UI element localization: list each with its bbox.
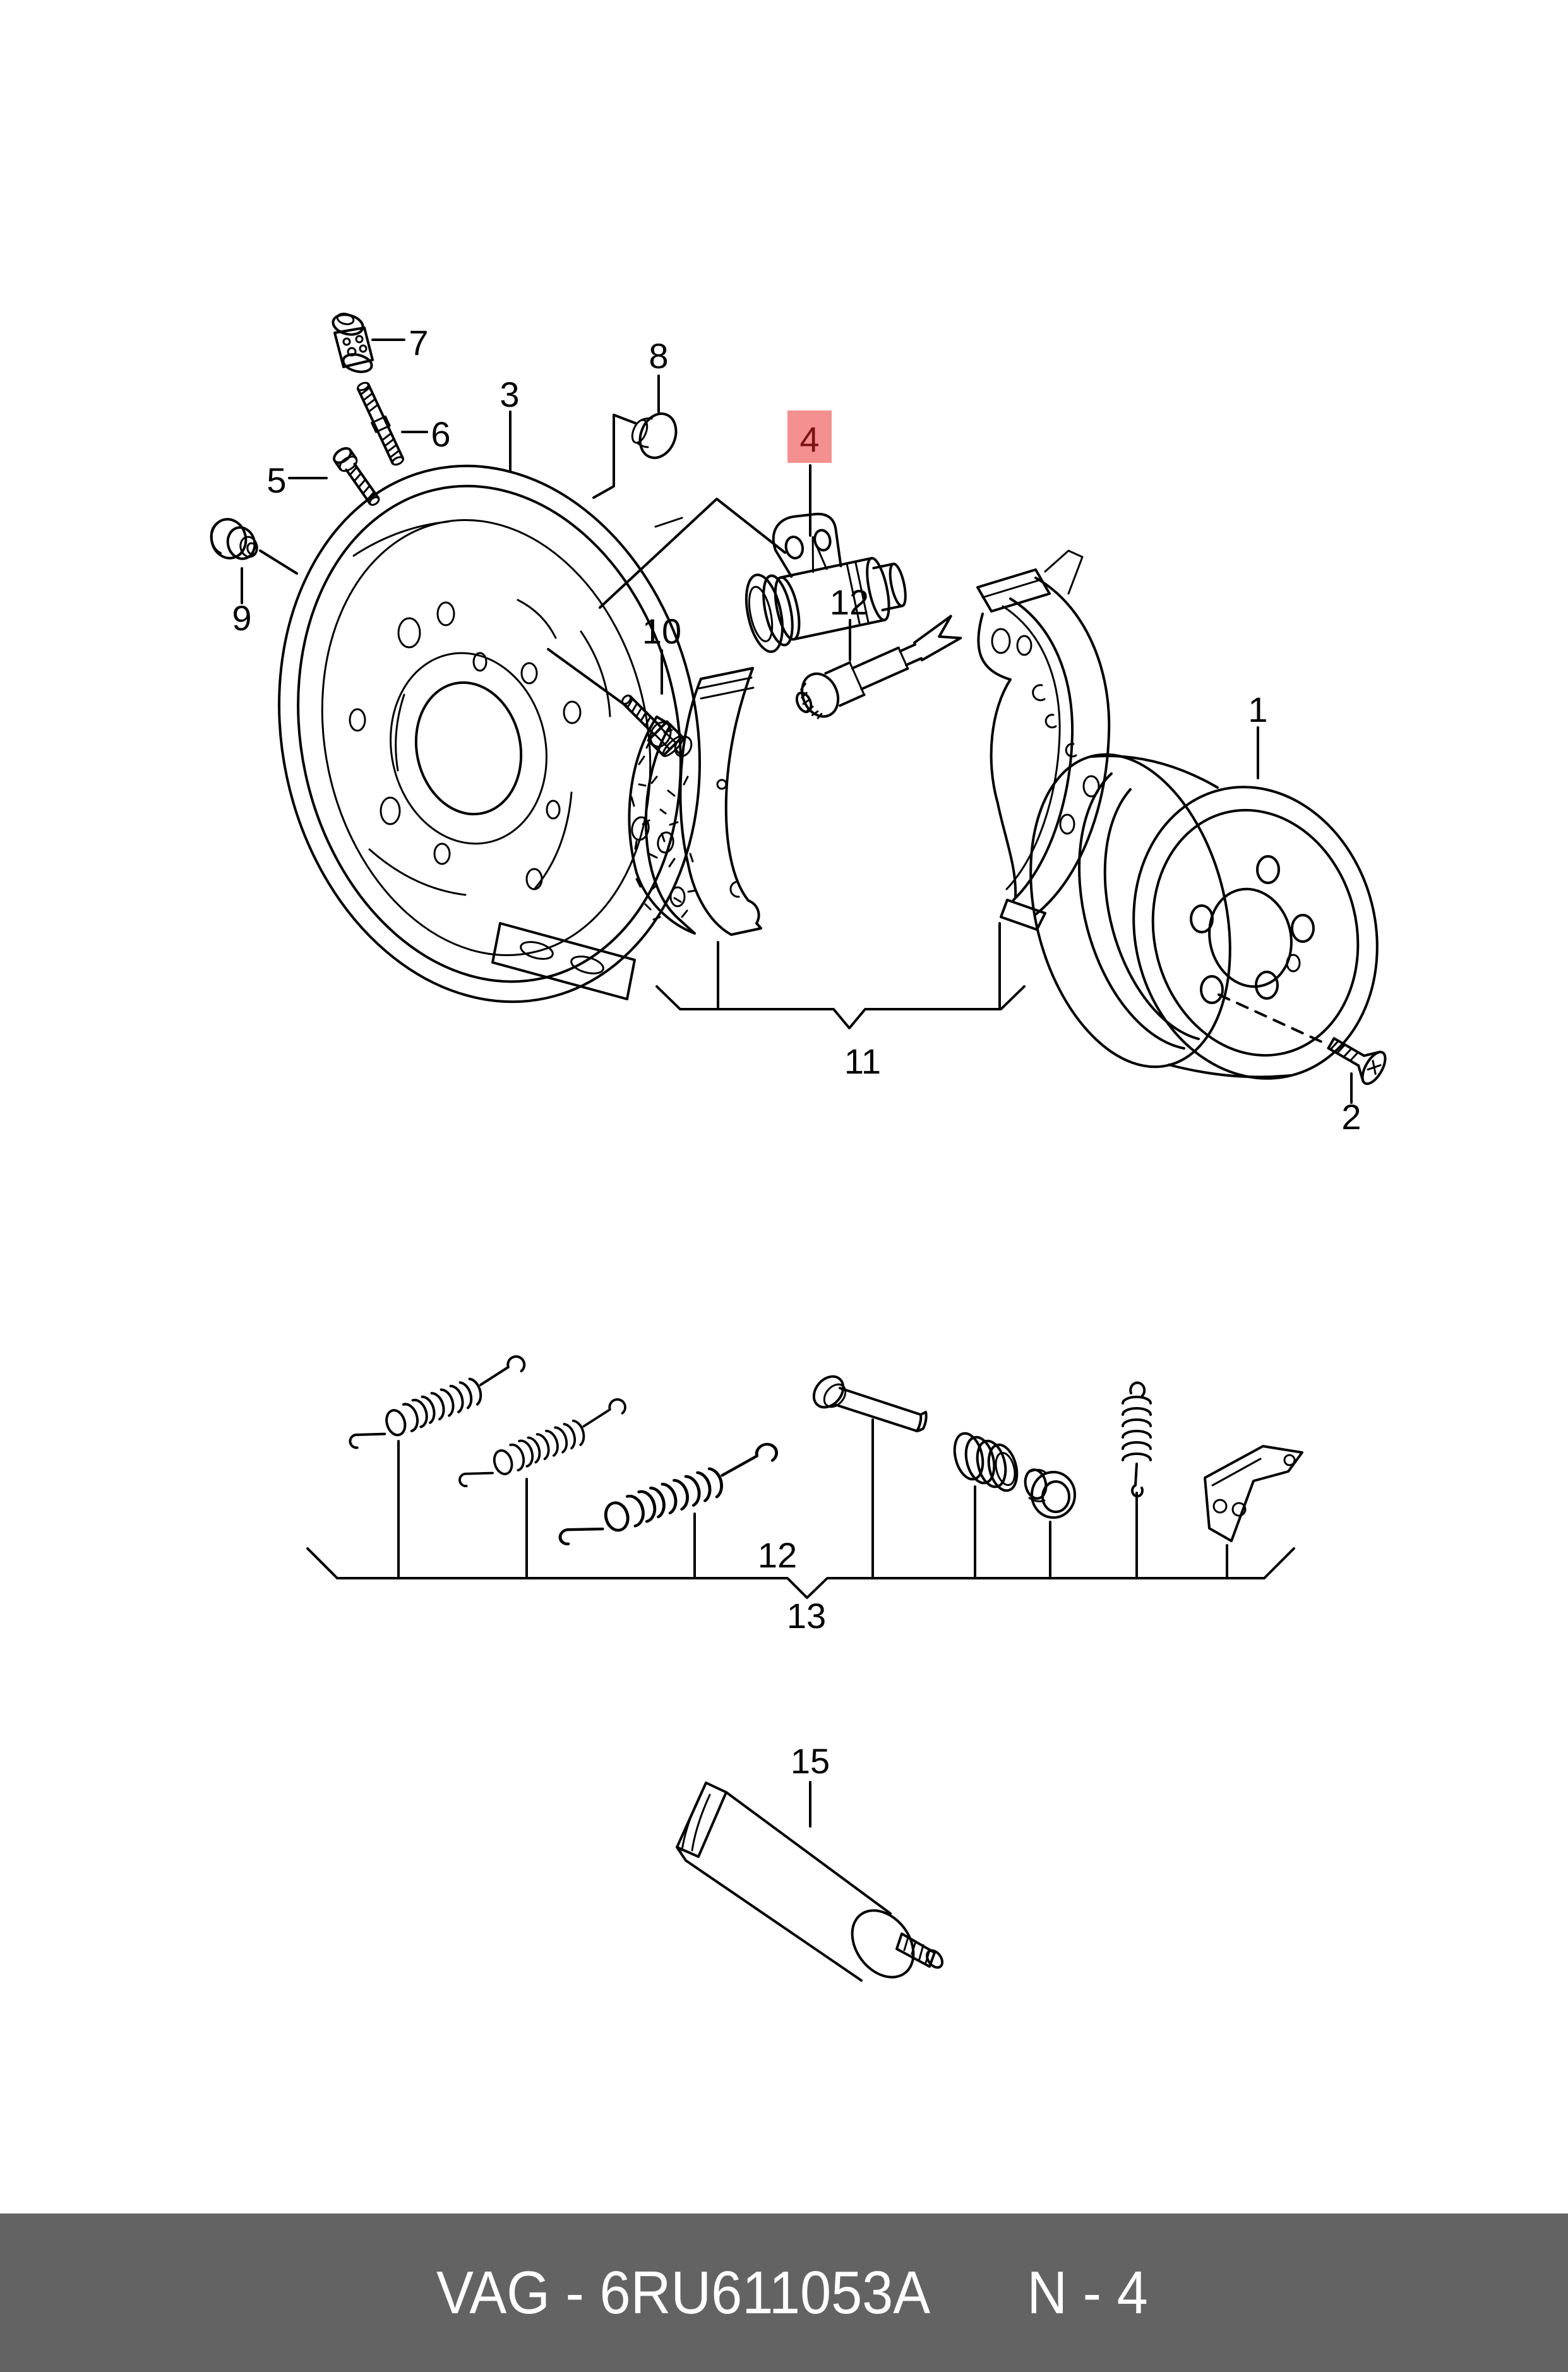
- pointer-part2-dashed: [1219, 995, 1326, 1044]
- pointer-part9: [260, 551, 297, 573]
- pointer-part10: [548, 649, 626, 706]
- part-label-11[interactable]: 11: [844, 1041, 882, 1081]
- footer-bar: [0, 2213, 1568, 2372]
- return-spring-3-drawing: [551, 1442, 786, 1545]
- part-label-1[interactable]: 1: [1248, 690, 1268, 729]
- drum-screw-drawing: [1322, 1028, 1390, 1087]
- part-label-4[interactable]: 4: [799, 419, 820, 459]
- page-ref: N - 4: [1026, 2258, 1148, 2327]
- return-spring-1-drawing: [340, 1355, 534, 1449]
- lining-speckles: [631, 730, 696, 919]
- plug-drawing: [207, 515, 260, 562]
- stud-drawing: [355, 380, 406, 467]
- small-spring-drawing: [1123, 1383, 1151, 1497]
- part-label-5[interactable]: 5: [266, 460, 287, 500]
- part-label-7[interactable]: 7: [409, 323, 429, 362]
- part-label-10[interactable]: 10: [642, 611, 682, 651]
- bolt-5-drawing: [332, 445, 384, 509]
- bracket-12-13: [308, 1548, 1294, 1598]
- lever-bracket-drawing: [1205, 1446, 1302, 1541]
- compression-spring-drawing: [950, 1430, 1022, 1494]
- part-code: VAG - 6RU611053A: [436, 2258, 931, 2327]
- part-label-12-bottom[interactable]: 12: [757, 1535, 798, 1575]
- brake-shoe-right-drawing: [978, 551, 1109, 930]
- cap-drawing: [630, 409, 683, 464]
- brake-drum-drawing: [1000, 733, 1407, 1105]
- part-label-3[interactable]: 3: [500, 374, 520, 414]
- part-label-6[interactable]: 6: [431, 414, 451, 454]
- part-label-9[interactable]: 9: [232, 598, 252, 638]
- part-label-15[interactable]: 15: [790, 1741, 830, 1781]
- wheel-cylinder-drawing: [730, 497, 913, 655]
- adjuster-strut-drawing: [789, 613, 967, 725]
- bracket-11: [657, 986, 1024, 1028]
- return-spring-2-drawing: [450, 1398, 634, 1487]
- part-label-2[interactable]: 2: [1341, 1097, 1362, 1137]
- spring-cup-drawing: [1023, 1468, 1075, 1518]
- hold-down-pin-drawing: [808, 1370, 926, 1431]
- bleeder-valve-drawing: [331, 312, 373, 375]
- backing-plate-bracket: [493, 923, 635, 999]
- pointer-part4-break: [655, 518, 682, 527]
- part-labels: [232, 323, 1361, 1781]
- part-label-13[interactable]: 13: [786, 1596, 827, 1636]
- backing-plate-contours: [354, 522, 610, 895]
- pointer-part8: [594, 415, 635, 498]
- part-label-8[interactable]: 8: [649, 336, 669, 376]
- part-label-12-top[interactable]: 12: [829, 582, 870, 622]
